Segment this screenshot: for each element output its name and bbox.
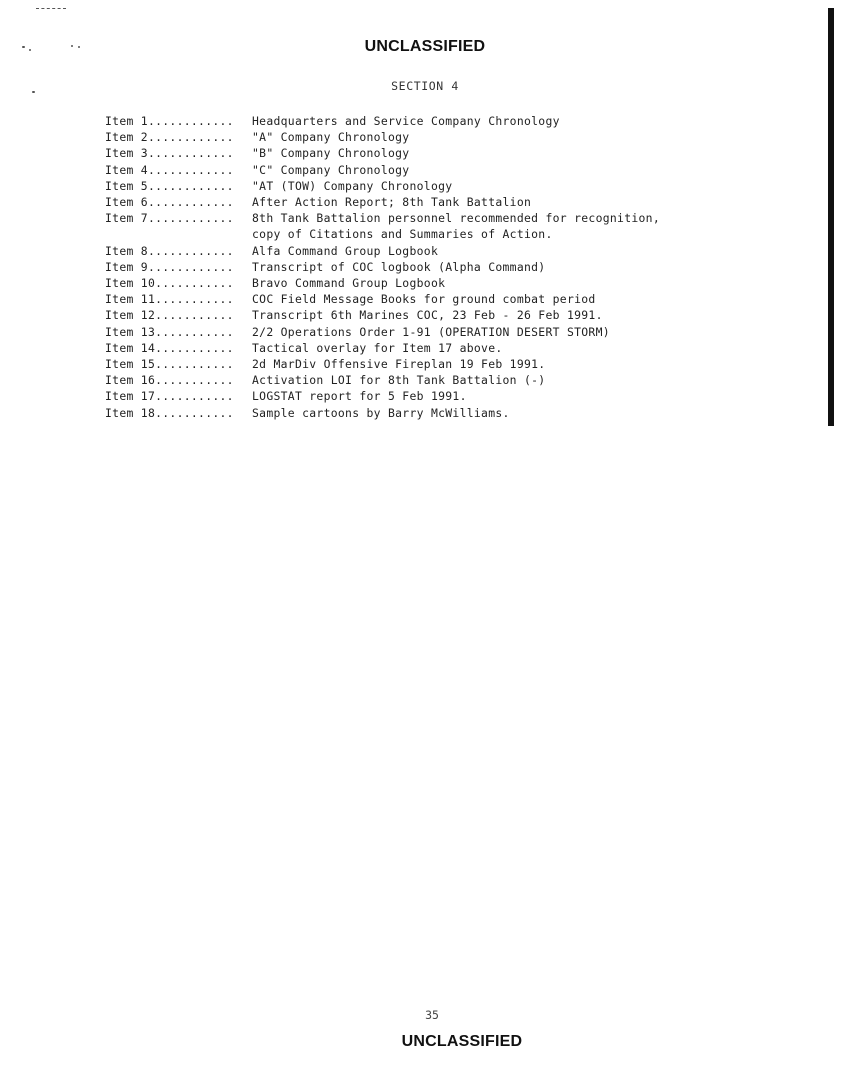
item-list (105, 113, 805, 421)
item-label: Item 4............ (105, 162, 234, 177)
item-label: Item 14........... (105, 340, 234, 355)
list-item (105, 162, 805, 178)
item-description: Activation LOI for 8th Tank Battalion (-) (252, 373, 546, 388)
item-description: 2d MarDiv Offensive Fireplan 19 Feb 1991. (252, 357, 546, 372)
list-item (105, 405, 805, 421)
item-label: Item 9............ (105, 259, 234, 274)
list-item (105, 324, 805, 340)
item-description: "AT (TOW) Company Chronology (252, 178, 453, 193)
list-item (105, 388, 805, 404)
item-description: 2/2 Operations Order 1-91 (OPERATION DESERT STORM) (252, 324, 610, 339)
item-description: COC Field Message Books for ground combat period (252, 292, 596, 307)
list-item (105, 145, 805, 161)
list-item-continuation (105, 226, 805, 242)
page-number: 35 (425, 1008, 439, 1022)
item-label: Item 3............ (105, 146, 234, 161)
item-label: Item 5............ (105, 178, 234, 193)
item-label: Item 17........... (105, 389, 234, 404)
list-item (105, 210, 805, 226)
item-label: Item 16........... (105, 373, 234, 388)
list-item (105, 129, 805, 145)
list-item (105, 340, 805, 356)
list-item (105, 291, 805, 307)
item-label (105, 226, 252, 242)
item-label: Item 7............ (105, 211, 234, 226)
item-description: Bravo Command Group Logbook (252, 276, 446, 291)
item-label: Item 6............ (105, 195, 234, 210)
scan-mark-dash (36, 8, 66, 10)
item-label: Item 1............ (105, 114, 234, 128)
item-label: Item 12........... (105, 308, 234, 323)
item-label: Item 13........... (105, 324, 234, 339)
item-description: "B" Company Chronology (252, 146, 410, 161)
list-item (105, 259, 805, 275)
list-item (105, 372, 805, 388)
item-description: 8th Tank Battalion personnel recommended for recognition, (252, 211, 660, 226)
list-item (105, 194, 805, 210)
scan-edge-bar (828, 8, 834, 426)
item-label: Item 15........... (105, 357, 234, 372)
item-label: Item 18........... (105, 405, 234, 420)
item-description: Transcript 6th Marines COC, 23 Feb - 26 Feb 1991. (252, 308, 603, 323)
item-description: After Action Report; 8th Tank Battalion (252, 195, 532, 210)
list-item (105, 307, 805, 323)
list-item (105, 275, 805, 291)
item-label: Item 11........... (105, 292, 234, 307)
classification-header: UNCLASSIFIED (364, 38, 486, 55)
item-label: Item 10........... (105, 276, 234, 291)
item-description: Sample cartoons by Barry McWilliams. (252, 405, 510, 420)
item-description: Alfa Command Group Logbook (252, 243, 439, 258)
item-description: LOGSTAT report for 5 Feb 1991. (252, 389, 467, 404)
item-description: Tactical overlay for Item 17 above. (252, 340, 503, 355)
list-item (105, 113, 805, 129)
item-description: "C" Company Chronology (252, 162, 410, 177)
classification-footer: UNCLASSIFIED (401, 1033, 523, 1050)
list-item (105, 356, 805, 372)
item-description: Headquarters and Service Company Chronology (252, 114, 560, 128)
item-description: Transcript of COC logbook (Alpha Command) (252, 259, 546, 274)
item-description: copy of Citations and Summaries of Action. (252, 227, 553, 242)
section-title: SECTION 4 (391, 79, 459, 93)
list-item (105, 243, 805, 259)
item-label: Item 8............ (105, 243, 234, 258)
list-item (105, 178, 805, 194)
item-description: "A" Company Chronology (252, 130, 410, 145)
item-label: Item 2............ (105, 130, 234, 145)
